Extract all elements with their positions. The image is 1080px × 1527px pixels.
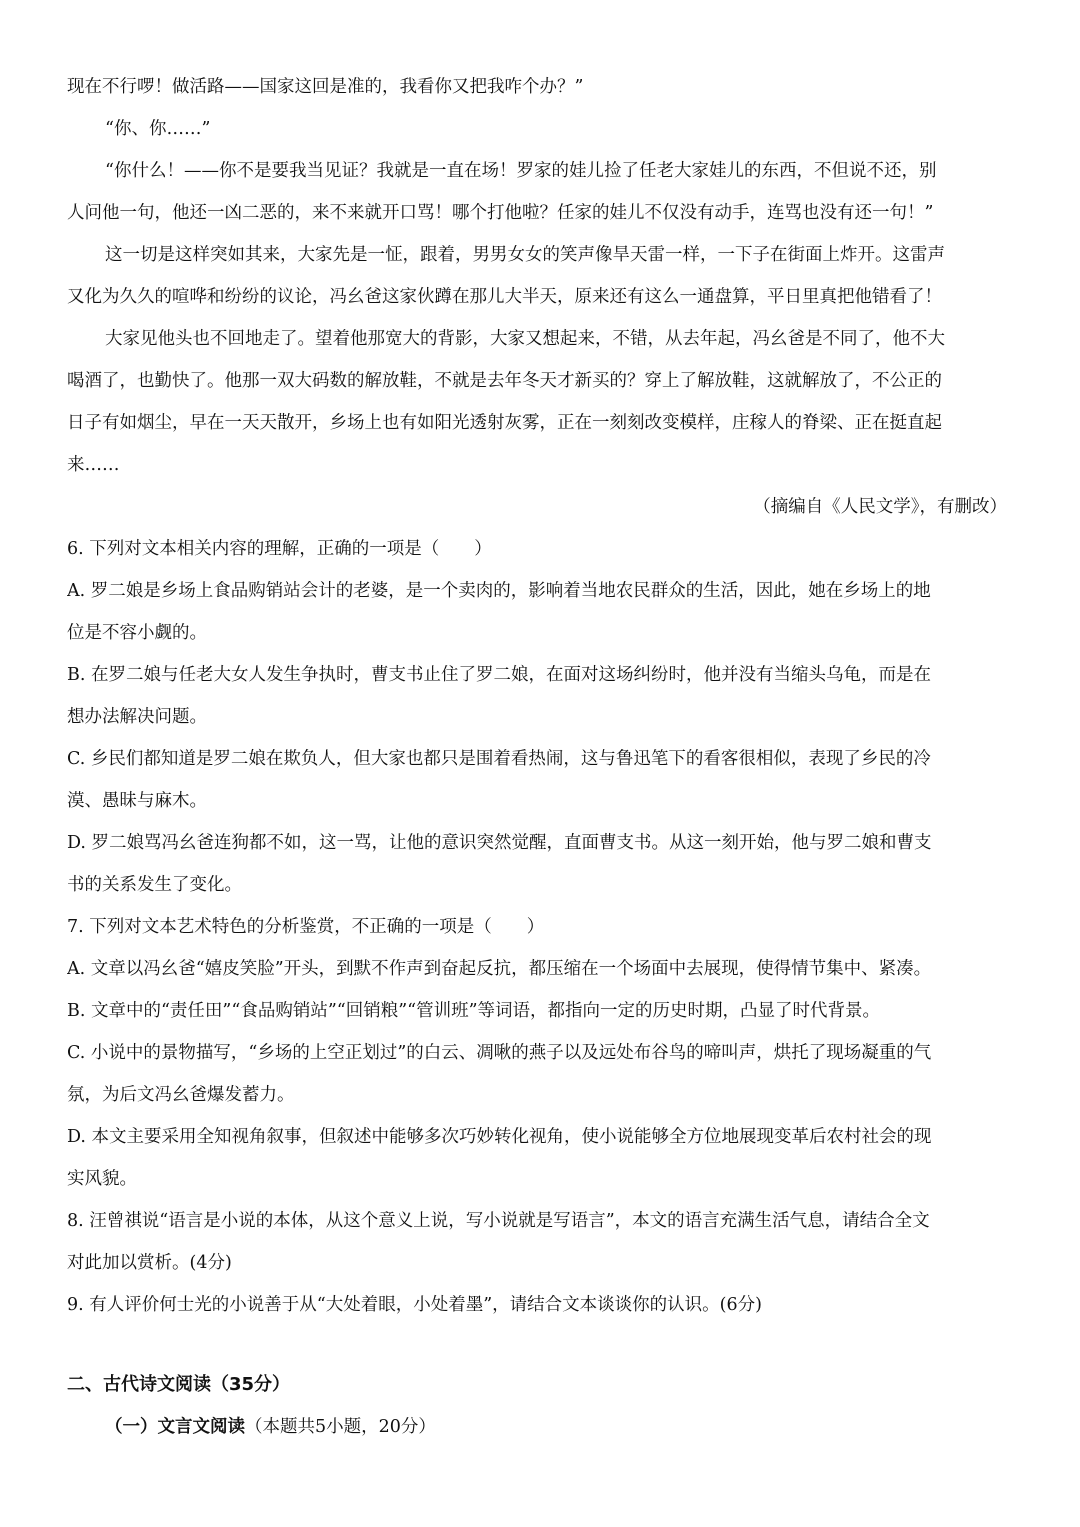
section-gap [67,1326,1015,1364]
subtitle-heading: （一）文言文阅读 [105,1417,245,1437]
question-6-option-b: B. 在罗二娘与任老大女人发生争执时，曹支书止住了罗二娘，在面对这场纠纷时，他并没有当缩头乌龟，而是在 [67,665,931,685]
passage-line: 大家见他头也不回地走了。望着他那宽大的背影，大家又想起来，不错，从去年起，冯幺爸是不同了，他不大 [105,329,945,349]
question-7-option-c-cont: 氛，为后文冯幺爸爆发蓄力。 [67,1085,295,1105]
passage-line: 来…… [67,455,120,475]
question-7-option-d: D. 本文主要采用全知视角叙事，但叙述中能够多次巧妙转化视角，使小说能够全方位地展现变革后农村社会的现 [67,1127,932,1147]
question-6-option-b-cont: 想办法解决问题。 [67,707,207,727]
passage-line: 人问他一句，他还一凶二恶的，来不来就开口骂！哪个打他啦？任家的娃儿不仅没有动手，连骂也没有还一句！” [67,203,934,223]
question-8: 8. 汪曾祺说“语言是小说的本体，从这个意义上说，写小说就是写语言”，本文的语言充满生活气息，请结合全文 [67,1211,930,1231]
passage-source: （摘编自《人民文学》，有删改） [753,497,1007,517]
question-6-option-a-cont: 位是不容小觑的。 [67,623,207,643]
section-2-subtitle [67,1406,1015,1448]
question-7-option-a: A. 文章以冯幺爸“嬉皮笑脸”开头，到默不作声到奋起反抗，都压缩在一个场面中去展现，使得情节集中、紧凑。 [67,959,932,979]
subtitle-note: （本题共5小题，20分） [245,1417,436,1437]
question-7-option-b: B. 文章中的“责任田”“食品购销站”“回销粮”“管训班”等词语，都指向一定的历史时期，凸显了时代背景。 [67,1001,881,1021]
question-8-cont: 对此加以赏析。(4分) [67,1253,232,1273]
passage-line: 喝酒了，也勤快了。他那一双大码数的解放鞋，不就是去年冬天才新买的？穿上了解放鞋，这就解放了，不公正的 [67,371,942,391]
question-6-option-a: A. 罗二娘是乡场上食品购销站会计的老婆，是一个卖肉的，影响着当地农民群众的生活，因此，她在乡场上的地 [67,581,931,601]
question-6-stem: 6. 下列对文本相关内容的理解，正确的一项是（ ） [67,539,492,559]
passage-line: “你什么！——你不是要我当见证？我就是一直在场！罗家的娃儿捡了任老大家娃儿的东西，不但说不还，别 [105,161,937,181]
question-6-option-d-cont: 书的关系发生了变化。 [67,875,242,895]
question-7-option-d-cont: 实风貌。 [67,1169,137,1189]
passage-line: 又化为久久的喧哗和纷纷的议论，冯幺爸这家伙蹲在那儿大半天，原来还有这么一通盘算，平日里真把他错看了！ [67,287,942,307]
section-2-title: 二、古代诗文阅读（35分） [67,1374,291,1395]
question-7-option-c: C. 小说中的景物描写，“乡场的上空正划过”的白云、凋啾的燕子以及远处布谷鸟的啼叫声，烘托了现场凝重的气 [67,1043,932,1063]
passage-line: 日子有如烟尘，早在一天天散开，乡场上也有如阳光透射灰雾，正在一刻刻改变模样，庄稼人的脊梁、正在挺直起 [67,413,942,433]
question-6-option-d: D. 罗二娘骂冯幺爸连狗都不如，这一骂，让他的意识突然觉醒，直面曹支书。从这一刻开始，他与罗二娘和曹支 [67,833,932,853]
passage-line: 这一切是这样突如其来，大家先是一怔，跟着，男男女女的笑声像旱天雷一样，一下子在街面上炸开。这雷声 [105,245,945,265]
question-7-stem: 7. 下列对文本艺术特色的分析鉴赏，不正确的一项是（ ） [67,917,545,937]
question-6-option-c-cont: 漠、愚昧与麻木。 [67,791,207,811]
passage-line: 现在不行啰！做活路——国家这回是准的，我看你又把我咋个办？” [67,77,584,97]
question-9: 9. 有人评价何士光的小说善于从“大处着眼，小处着墨”，请结合文本谈谈你的认识。(6分) [67,1295,762,1315]
passage-line: “你、你……” [105,119,211,139]
exam-page [67,66,1015,1448]
question-6-option-c: C. 乡民们都知道是罗二娘在欺负人，但大家也都只是围着看热闹，这与鲁迅笔下的看客很相似，表现了乡民的冷 [67,749,931,769]
